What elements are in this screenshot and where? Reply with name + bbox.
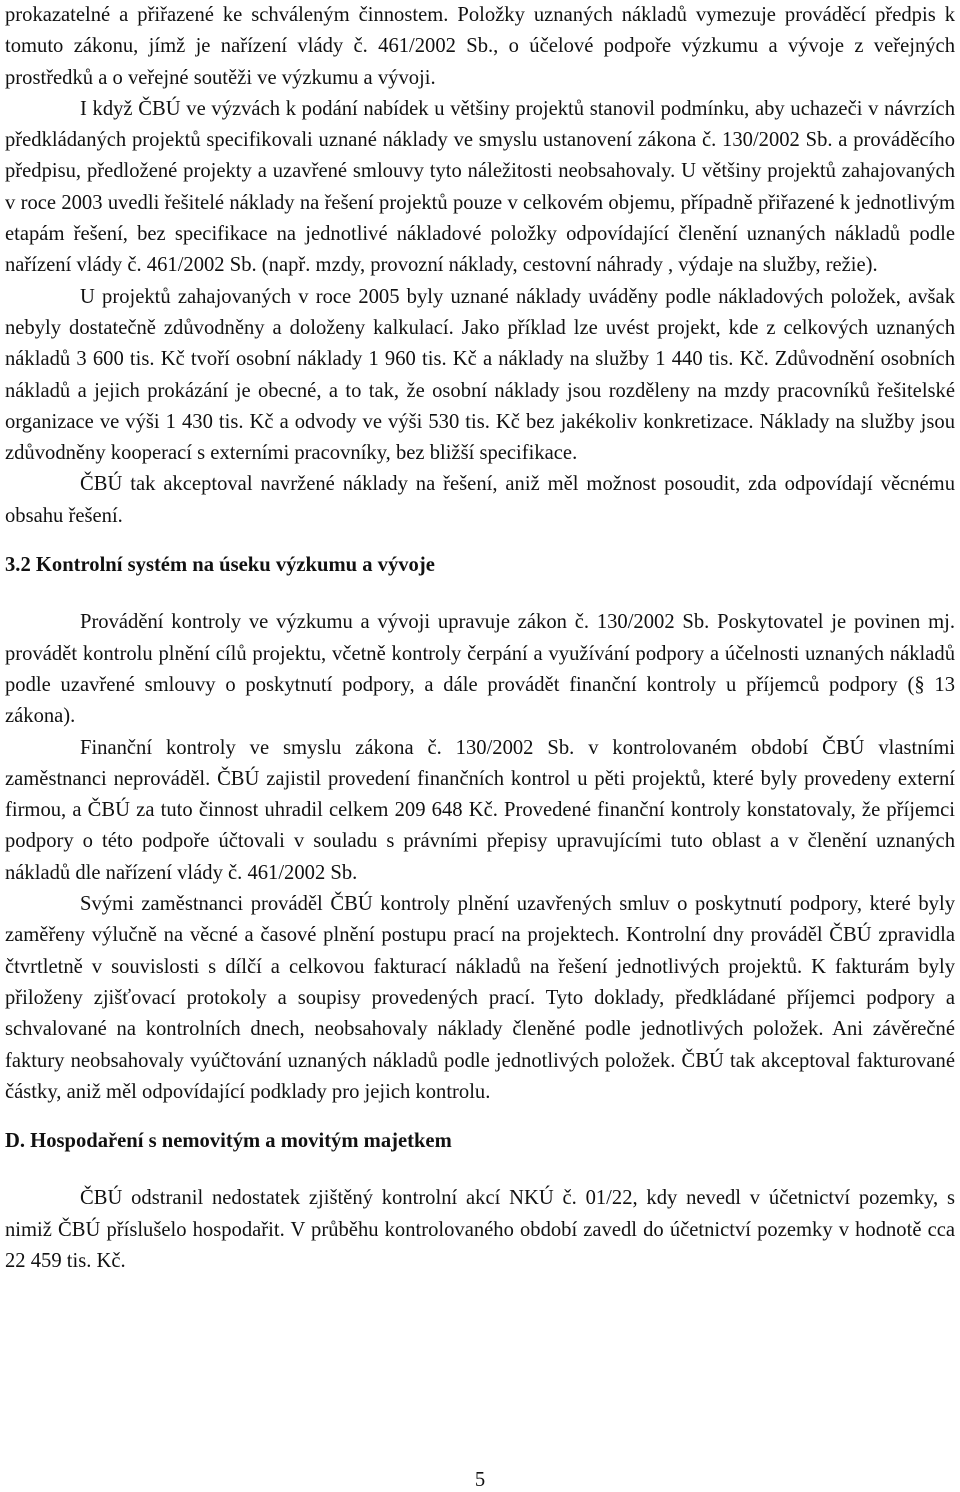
paragraph-tender-conditions: I když ČBÚ ve výzvách k podání nabídek u většiny projektů stanovil podmínku, aby uchazeči v návrzích předkládaných projektů specifikovali uznané náklady ve smyslu ustanovení zákona č. 130/2002 Sb. a prováděcího předpisu, předložené projekty a uzavřené smlouvy tyto náležitosti neobsahovaly. U většiny projektů zahajovaných v roce 2003 uvedli řešitelé náklady na řešení projektů pouze v celkovém objemu, případně přiřazené k jednotlivým etapám řešení, bez specifikace na jednotlivé nákladové položky odpovídající členění uznaných nákladů podle nařízení vlády č. 461/2002 Sb. (např. mzdy, provozní náklady, cestovní náhrady , výdaje na služby, režie).: [5, 97, 955, 277]
section-heading-3-2: 3.2 Kontrolní systém na úseku výzkumu a vývoje: [5, 554, 435, 577]
spacer: [5, 1108, 955, 1126]
document-page: [5, 0, 955, 1277]
paragraph-control-law: Provádění kontroly ve výzkumu a vývoji upravuje zákon č. 130/2002 Sb. Poskytovatel je povinen mj. provádět kontrolu plnění cílů projektu, včetně kontroly čerpání a využívání podpory a účelnosti uznaných nákladů podle uzavřené smlouvy o poskytnutí podpory, a dále provádět finanční kontroly u příjemců podpory (§ 13 zákona).: [5, 611, 955, 728]
spacer: [5, 1157, 955, 1183]
paragraph-financial-controls: Finanční kontroly ve smyslu zákona č. 130/2002 Sb. v kontrolovaném období ČBÚ vlastními zaměstnanci neprováděl. ČBÚ zajistil provedení finančních kontrol u pěti projektů, které byly provedeny externí firmou, a ČBÚ za tuto činnost uhradil celkem 209 648 Kč. Provedené finanční kontroly konstatovaly, že příjemci podpory o této podpoře účtovali v souladu s právními přepisy upravujícími tuto oblast a v členění uznaných nákladů dle nařízení vlády č. 461/2002 Sb.: [5, 736, 955, 884]
paragraph-2005-projects: U projektů zahajovaných v roce 2005 byly uznané náklady uváděny podle nákladových položek, avšak nebyly dostatečně zdůvodněny a doloženy kalkulací. Jako příklad lze uvést projekt, kde z celkových uznaných nákladů 3 600 tis. Kč tvoří osobní náklady 1 960 tis. Kč a náklady na služby 1 440 tis. Kč. Zdůvodnění osobních nákladů a jejich prokázání je obecné, a to tak, že osobní náklady jsou rozděleny na mzdy pracovníků řešitelské organizace ve výši 1 430 tis. Kč a odvody ve výši 530 tis. Kč bez jakékoliv konkretizace. Náklady na služby jsou zdůvodněny kooperací s externími pracovníky, bez bližší specifikace.: [5, 285, 955, 465]
paragraph-cbu-accepted-costs: ČBÚ tak akceptoval navržené náklady na řešení, aniž měl možnost posoudit, zda odpovídají věcnému obsahu řešení.: [5, 473, 955, 527]
paragraph-staff-controls: Svými zaměstnanci prováděl ČBÚ kontroly plnění uzavřených smluv o poskytnutí podpory, které byly zaměřeny výlučně na věcné a časové plnění postupu prací na projektech. Kontrolní dny prováděl ČBÚ zpravidla čtvrtletně v souvislosti s dílčí a celkovou fakturací nákladů na řešení jednotlivých projektů. K fakturám byly přiloženy zjišťovací protokoly a soupisy provedených prací. Tyto doklady, předkládané příjemci podpory a schvalované na kontrolních dnech, neobsahovaly náklady členěné podle jednotlivých položek. Ani závěrečné faktury neobsahovaly vyúčtování uznaných nákladů podle jednotlivých položek. ČBÚ tak akceptoval fakturované částky, aniž měl odpovídající podklady pro jejich kontrolu.: [5, 893, 955, 1103]
paragraph-land-records: ČBÚ odstranil nedostatek zjištěný kontrolní akcí NKÚ č. 01/22, kdy nevedl v účetnictví pozemky, s nimiž ČBÚ příslušelo hospodařit. V průběhu kontrolovaného období zavedl do účetnictví pozemky v hodnotě cca 22 459 tis. Kč.: [5, 1187, 955, 1272]
paragraph-eligible-costs: prokazatelné a přiřazené ke schváleným činnostem. Položky uznaných nákladů vymezuje prováděcí předpis k tomuto zákonu, jímž je nařízení vlády č. 461/2002 Sb., o účelové podpoře výzkumu a vývoje z veřejných prostředků a o veřejné soutěži ve výzkumu a vývoji.: [5, 4, 955, 89]
spacer: [5, 581, 955, 607]
section-heading-d: D. Hospodaření s nemovitým a movitým majetkem: [5, 1130, 452, 1153]
spacer: [5, 532, 955, 550]
page-number: 5: [474, 1469, 486, 1491]
